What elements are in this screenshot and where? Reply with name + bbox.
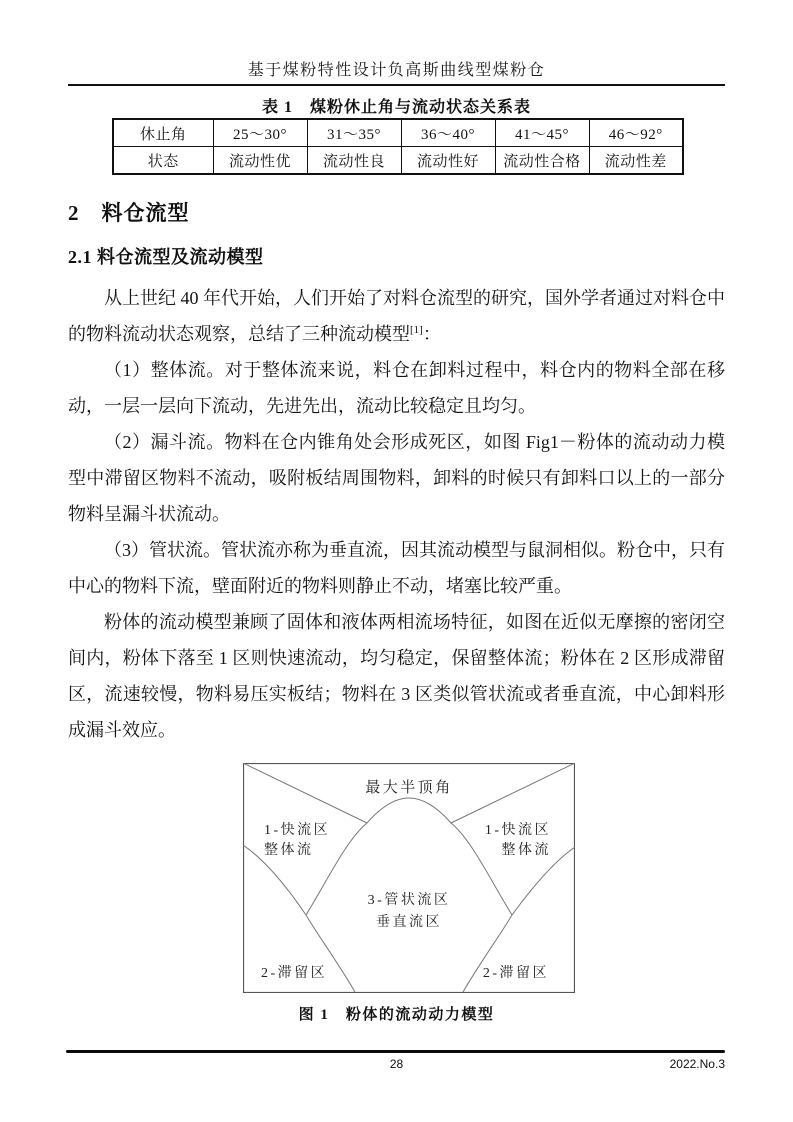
issue-label: 2022.No.3 bbox=[669, 1057, 725, 1071]
zone1-left-line2: 整体流 bbox=[264, 843, 314, 858]
running-title: 基于煤粉特性设计负高斯曲线型煤粉仓 bbox=[247, 62, 546, 79]
citation-ref-1: [1] bbox=[410, 324, 423, 336]
table-row-state bbox=[113, 147, 683, 175]
header-rule bbox=[68, 84, 725, 86]
figure-label-zone1-right bbox=[485, 821, 551, 861]
body-text bbox=[68, 280, 725, 748]
figure1-flow-model bbox=[243, 763, 575, 993]
paragraph-intro-text: 从上世纪 40 年代开始，人们开始了对料仓流型的研究，国外学者通过对料仓中的物料流动状态观察，总结了三种流动模型 bbox=[68, 288, 725, 344]
table-row-angle bbox=[113, 119, 683, 147]
paragraph-funnel-flow: （2）漏斗流。物料在仓内锥角处会形成死区，如图 Fig1－粉体的流动动力模型中滞留区物料不流动，吸附板结周围物料，卸料的时候只有卸料口以上的一部分物料呈漏斗状流动。 bbox=[68, 432, 725, 524]
subsection-heading: 2.1 料仓流型及流动模型 bbox=[68, 247, 264, 267]
table-cell: 41～45° bbox=[495, 119, 589, 147]
paragraph-intro-colon: ： bbox=[422, 324, 441, 344]
paragraph-intro bbox=[68, 280, 725, 352]
row-header-state: 状态 bbox=[113, 147, 213, 175]
paragraph-mass-flow: （1）整体流。对于整体流来说，料仓在卸料过程中，料仓内的物料全部在移动，一层一层向下流动，先进先出，流动比较稳定且均匀。 bbox=[68, 360, 725, 416]
table1-title: 表 1 煤粉休止角与流动状态关系表 bbox=[261, 99, 531, 116]
row-header-angle: 休止角 bbox=[113, 119, 213, 147]
figure-label-zone1-left bbox=[264, 821, 330, 861]
zone1-right-line2: 整体流 bbox=[501, 843, 551, 858]
table-cell: 31～35° bbox=[307, 119, 401, 147]
footer-rule bbox=[66, 1050, 725, 1053]
page-number: 28 bbox=[389, 1057, 404, 1071]
table-cell: 36～40° bbox=[401, 119, 495, 147]
figure-label-zone2-left: 2-滞留区 bbox=[261, 966, 328, 981]
figure-label-zone3-center bbox=[368, 890, 451, 934]
table-cell: 流动性好 bbox=[401, 147, 495, 175]
table-cell: 流动性合格 bbox=[495, 147, 589, 175]
zone1-right-line1: 1-快流区 bbox=[484, 823, 551, 838]
paragraph-flow-model: 粉体的流动模型兼顾了固体和液体两相流场特征，如图在近似无摩擦的密闭空间内，粉体下落至 1 区则快速流动，均匀稳定，保留整体流；粉体在 2 区形成滞留区，流速较慢，物料易压实板结；物料在 3 区类似管状流或者垂直流，中心卸料形成漏斗效应。 bbox=[68, 612, 725, 740]
paragraph-pipe-flow: （3）管状流。管状流亦称为垂直流，因其流动模型与鼠洞相似。粉仓中，只有中心的物料下流，壁面附近的物料则静止不动，堵塞比较严重。 bbox=[68, 540, 725, 596]
table-cell: 流动性良 bbox=[307, 147, 401, 175]
zone3-line2: 垂直流区 bbox=[375, 915, 442, 930]
table-cell: 流动性优 bbox=[213, 147, 307, 175]
figure1-caption: 图 1 粉体的流动动力模型 bbox=[298, 1007, 495, 1023]
table-cell: 46～92° bbox=[589, 119, 683, 147]
section-heading: 2 料仓流型 bbox=[68, 201, 190, 225]
table-cell: 25～30° bbox=[213, 119, 307, 147]
zone1-left-line1: 1-快流区 bbox=[264, 823, 331, 838]
zone3-line1: 3-管状流区 bbox=[367, 893, 451, 908]
table1-repose-angle bbox=[112, 118, 684, 175]
figure-label-zone2-right: 2-滞留区 bbox=[482, 966, 549, 981]
figure-label-apex-angle: 最大半顶角 bbox=[365, 780, 453, 796]
table-cell: 流动性差 bbox=[589, 147, 683, 175]
